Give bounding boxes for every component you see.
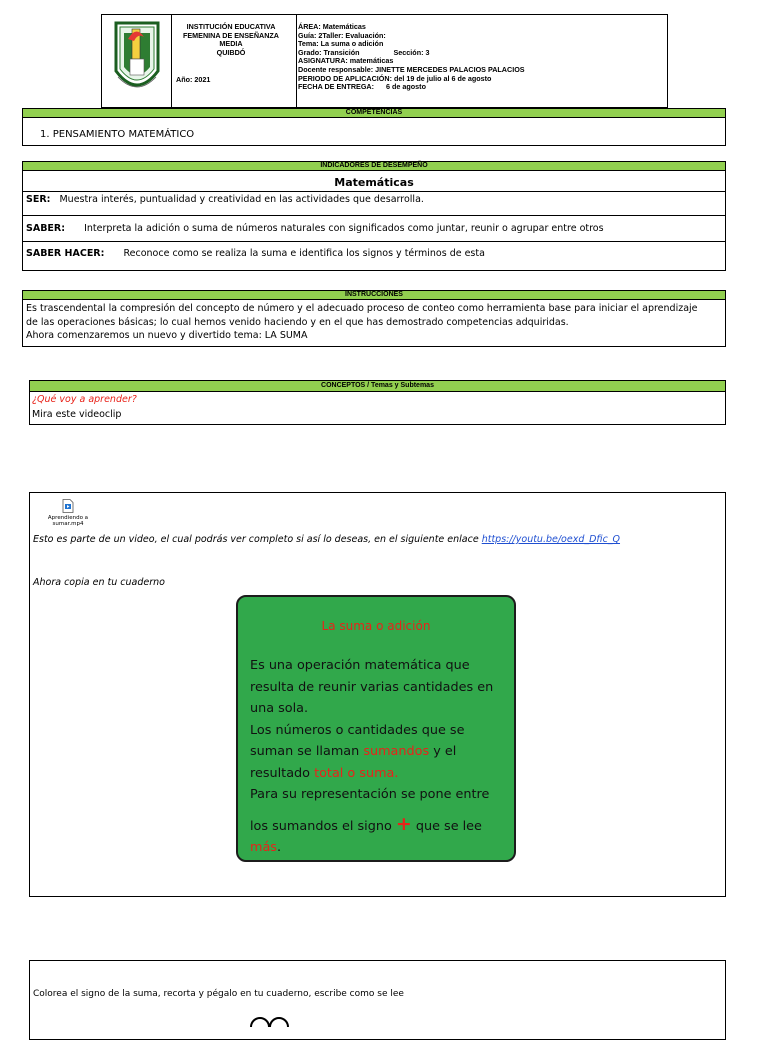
docente-label: Docente responsable: JINETTE MERCEDES PALACIOS PALACIOS [298, 64, 525, 74]
instrucciones-line: Es trascendental la compresión del concepto de número y el adecuado proceso de conteo como herramienta base para iniciar el aprendizaje [26, 303, 698, 314]
card-body [250, 655, 510, 859]
tema-label: Tema: La suma o adición [298, 39, 384, 49]
card-paragraph-3: Para su representación se pone entre [250, 787, 490, 802]
indicadores-header: INDICADORES DE DESEMPEÑO [22, 161, 726, 171]
asignatura-label: ASIGNATURA: matemáticas [298, 56, 394, 66]
video-file-name: Aprendiendo a [47, 515, 89, 521]
competencias-body [22, 117, 726, 146]
video-intro-text: Esto es parte de un video, el cual podrás ver completo si así lo deseas, en el siguiente enlace [33, 534, 482, 545]
indicadores-subject: Matemáticas [334, 176, 414, 189]
conceptos-text: Mira este videoclip [32, 409, 122, 420]
video-file[interactable] [38, 499, 98, 527]
ser-row [26, 194, 424, 205]
mas-term: más [250, 840, 277, 855]
youtube-link[interactable]: https://youtu.be/oexd_Dfic_Q [481, 534, 621, 545]
plus-sign-drawing [248, 1015, 308, 1027]
card-paragraph-4: los sumandos el signo + que se lee más. [250, 812, 482, 855]
copy-instruction: Ahora copia en tu cuaderno [33, 577, 165, 588]
instrucciones-header: INSTRUCCIONES [22, 290, 726, 300]
grado-label: Grado: Transición [298, 47, 360, 57]
conceptos-question: ¿Qué voy a aprender? [32, 394, 137, 405]
video-file-icon [62, 499, 74, 513]
saber-text: Interpreta la adición o suma de números naturales con significados como juntar, reunir o agrupar entre otros [84, 223, 604, 234]
conceptos-header: CONCEPTOS / Temas y Subtemas [29, 380, 726, 392]
saber-hacer-row [26, 248, 485, 259]
guia-label: Guía: 2Taller: Evaluación: [298, 30, 386, 40]
card-title: La suma o adición [321, 619, 431, 633]
indicadores-body [22, 170, 726, 271]
plus-sign: + [395, 812, 412, 835]
video-file-ext: sumar.mp4 [52, 521, 84, 527]
card-paragraph-2: Los números o cantidades que se suman se llaman sumandos y el resultado total o suma. [250, 722, 465, 781]
activity-instruction: Colorea el signo de la suma, recorta y pégalo en tu cuaderno, escribe como se lee [33, 989, 404, 999]
saber-row [26, 223, 604, 234]
fecha-value: 6 de agosto [386, 82, 426, 92]
competencias-header: COMPETENCIAS [22, 108, 726, 118]
periodo-label: PERIODO DE APLICACIÓN: del 19 de julio al 6 de agosto [298, 73, 492, 83]
instrucciones-body [22, 299, 726, 347]
fecha-label: FECHA DE ENTREGA: [298, 82, 375, 92]
year-label: Año: 2021 [176, 75, 211, 84]
activity-section [29, 960, 726, 1040]
total-term: total o suma. [314, 765, 399, 781]
sumandos-term: sumandos [363, 744, 430, 759]
card-paragraph-1: Es una operación matemática que resulta de reunir varias cantidades en una sola. [250, 658, 494, 716]
school-crest-logo [110, 19, 164, 101]
area-label: ÁREA: Matemáticas [298, 22, 366, 31]
ser-label: SER: [26, 194, 51, 205]
conceptos-body [29, 391, 726, 425]
instrucciones-line: de las operaciones básicas; lo cual hemos venido haciendo y en el que has demostrado competencias adquiridas. [26, 316, 569, 328]
institution-name: INSTITUCIÓN EDUCATIVA FEMENINA DE ENSEÑANZA MEDIA QUIBDÓ [183, 22, 279, 57]
definition-card [236, 595, 516, 862]
seccion-label: Sección: 3 [393, 47, 430, 57]
saber-label: SABER: [26, 223, 66, 234]
instrucciones-line: Ahora comenzaremos un nuevo y divertido tema: LA SUMA [26, 330, 308, 341]
video-intro [33, 534, 620, 545]
competencias-item: 1. PENSAMIENTO MATEMÁTICO [40, 129, 195, 140]
saber-hacer-label: SABER HACER: [26, 248, 105, 259]
ser-text: Muestra interés, puntualidad y creatividad en las actividades que desarrolla. [59, 194, 424, 205]
saber-hacer-text: Reconoce como se realiza la suma e identifica los signos y términos de esta [123, 248, 485, 259]
header-details [298, 23, 658, 92]
